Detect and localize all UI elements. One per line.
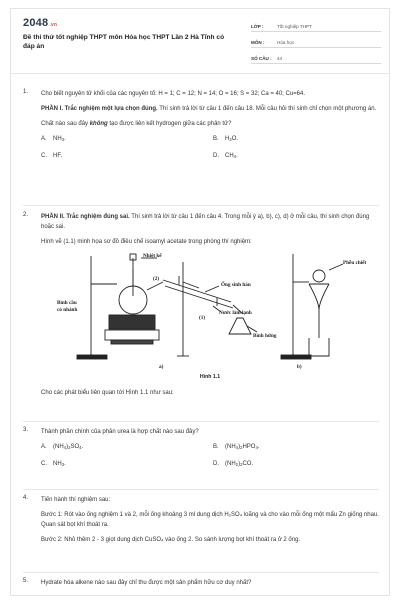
figure-intro: Hình vẽ (1.1) minh họa sơ đồ điều chế isoamyl acetate trong phòng thí nghiệm:	[41, 239, 252, 245]
answer-options	[41, 442, 379, 470]
meta-question-count: SỐ CÂU : 44	[251, 51, 381, 64]
option-b[interactable]: B. $(NH_4)_2HPO_4$.	[213, 444, 260, 450]
question-2	[23, 212, 379, 403]
option-d[interactable]: D. $(NH_2)_2CO$.	[213, 461, 254, 467]
question-3	[23, 427, 379, 470]
statement-intro: Cho các phát biểu liên quan tới Hình 1.1 như sau:	[41, 390, 174, 396]
option-b[interactable]: B. $H_2O$.	[213, 136, 239, 142]
option-c[interactable]: C. $NH_3$.	[41, 461, 66, 467]
question-number: 1.	[23, 89, 29, 95]
part-1-instructions: PHẦN I. Trắc nghiệm một lựa chọn đúng. Thí sinh trả lời từ câu 1 đến câu 18. Mỗi câu hỏi thí sinh chỉ chọn một phương án.	[41, 106, 377, 112]
label-flask: Bình cầu	[57, 300, 77, 306]
meta-subject: MÔN : Hóa học	[251, 35, 381, 48]
question-number: 5.	[23, 578, 29, 584]
exam-meta	[251, 19, 381, 67]
label-receiver: Bình hứng	[253, 333, 277, 339]
question-divider	[23, 205, 379, 206]
step-1: Bước 1: Rót vào ống nghiệm 1 và 2, mỗi ống khoảng 3 ml dung dịch H₂SO₄ loãng và cho vào mỗi ống một mẩu Zn giống nhau. Quan sát bọt khí thoát ra.	[41, 512, 379, 528]
question-number: 2.	[23, 212, 29, 218]
question-1	[23, 89, 379, 162]
label-flask-2: có nhánh	[57, 307, 78, 313]
question-text: Hydrate hóa alkene nào sau đây chỉ thu được một sản phẩm hữu cơ duy nhất?	[41, 580, 252, 586]
meta-class: LỚP : Tốt nghiệp THPT	[251, 19, 381, 32]
label-b: b)	[297, 364, 302, 370]
option-a[interactable]: A. $(NH_4)_2SO_4$.	[41, 444, 84, 450]
question-text: Thành phần chính của phân urea là hợp chất nào sau đây?	[41, 429, 199, 435]
question-number: 4.	[23, 495, 29, 501]
option-a[interactable]: A. $NH_3$.	[41, 136, 66, 142]
atomic-masses: Cho biết nguyên tử khối của các nguyên tố: H = 1; C = 12; N = 14; O = 16; S = 32; Ca = 40; Cu=64.	[41, 91, 306, 97]
label-separatory-funnel: Phễu chiết	[343, 260, 367, 266]
label-condenser: Ống sinh hàn	[221, 282, 251, 288]
option-c[interactable]: C. HF.	[41, 153, 62, 159]
question-divider	[23, 489, 379, 490]
question-4	[23, 495, 379, 550]
distillation-apparatus-figure	[47, 252, 377, 370]
part-2-instructions: PHẦN II. Trắc nghiệm đúng sai. Thí sinh trả lời từ câu 1 đến câu 4. Trong mỗi ý a), b), c), d) ở mỗi câu, thí sinh chọn đúng hoặc sai.	[41, 214, 370, 230]
site-logo[interactable]: 2048.vn	[23, 17, 58, 29]
header-divider	[11, 73, 389, 74]
label-a: a)	[159, 364, 164, 370]
question-divider	[23, 572, 379, 573]
exam-page	[10, 8, 390, 596]
question-number: 3.	[23, 427, 29, 433]
question-text: Tiến hành thí nghiệm sau:	[41, 497, 111, 503]
question-text: Chất nào sau đây không tạo được liên kết hydrogen giữa các phân tử?	[41, 121, 232, 127]
label-cold-water: Nước làm lạnh	[219, 310, 252, 316]
step-2: Bước 2: Nhỏ thêm 2 - 3 giọt dung dịch CuSO₄ vào ống 2. So sánh lượng bọt khí thoát ra ở 2 ống.	[41, 537, 301, 543]
option-d[interactable]: D. $CH_4$.	[213, 153, 238, 159]
page-header	[11, 9, 389, 71]
answer-options	[41, 134, 379, 162]
figure-caption: Hình 1.1	[199, 374, 221, 380]
label-2: (2)	[153, 276, 160, 282]
exam-title: Đề thi thử tốt nghiệp THPT môn Hóa học THPT Lần 2 Hà Tĩnh có đáp án	[23, 34, 225, 50]
question-divider	[23, 421, 379, 422]
label-1: (1)	[199, 315, 206, 321]
label-thermometer: Nhiệt kế	[143, 253, 162, 259]
question-5	[23, 578, 379, 593]
